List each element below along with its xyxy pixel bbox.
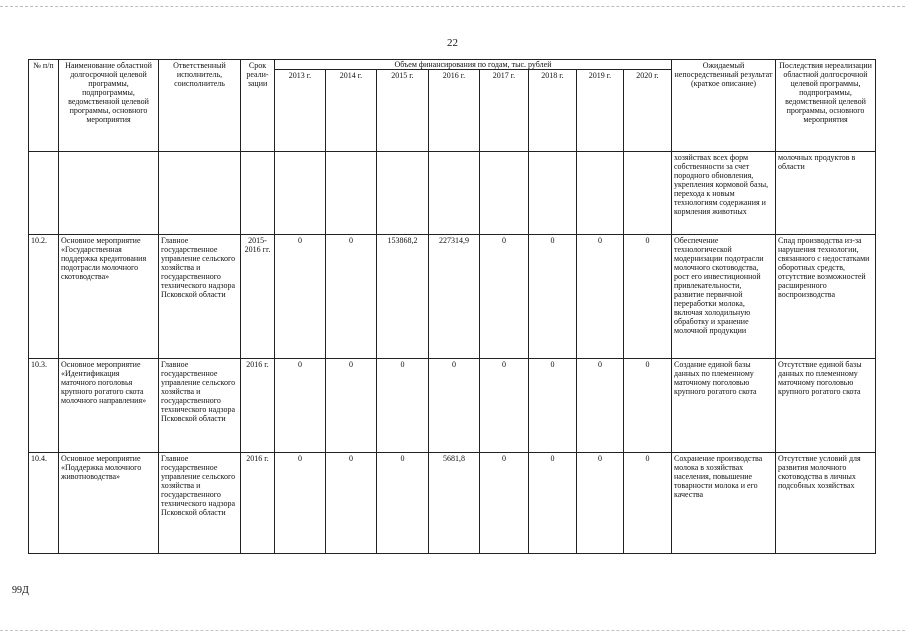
header-responsible: Ответственный исполнитель, соисполнитель	[159, 60, 241, 152]
cell-responsible: Главное государственное управление сельского хозяйства и государственного технического надзора Псковской области	[159, 359, 241, 453]
header-year: 2019 г.	[577, 70, 624, 152]
cell-value: 0	[275, 359, 326, 453]
cell-empty	[59, 152, 159, 235]
scan-edge-top	[0, 6, 905, 7]
cell-value: 0	[577, 359, 624, 453]
cell-num: 10.2.	[29, 235, 59, 359]
cell-empty	[241, 152, 275, 235]
cell-empty	[480, 152, 529, 235]
cell-empty	[275, 152, 326, 235]
cell-consequences: молочных продуктов в области	[776, 152, 876, 235]
document-code: 99Д	[12, 585, 29, 596]
cell-value: 0	[480, 359, 529, 453]
cell-value: 0	[377, 453, 429, 554]
cell-empty	[577, 152, 624, 235]
table-row-continuation	[29, 152, 876, 235]
header-row	[29, 60, 876, 70]
cell-value: 0	[326, 235, 377, 359]
header-year: 2020 г.	[624, 70, 672, 152]
cell-name: Основное мероприятие «Поддержка молочного животноводства»	[59, 453, 159, 554]
cell-consequences: Спад производства из-за нарушения технологии, связанного с недостатками оборотных средств, отсутствие возможностей расширенного воспроизводства	[776, 235, 876, 359]
header-period: Срок реали-зации	[241, 60, 275, 152]
header-year: 2014 г.	[326, 70, 377, 152]
cell-expected: хозяйствах всех форм собственности за счет породного обновления, укрепления кормовой базы, перехода к новым технологиям содержания и кормления животных	[672, 152, 776, 235]
cell-value: 227314,9	[429, 235, 480, 359]
cell-value: 153868,2	[377, 235, 429, 359]
cell-empty	[326, 152, 377, 235]
cell-num: 10.4.	[29, 453, 59, 554]
header-name: Наименование областной долгосрочной целевой программы, подпрограммы, ведомственной целевой программы, основного мероприятия	[59, 60, 159, 152]
cell-value: 0	[326, 359, 377, 453]
cell-empty	[377, 152, 429, 235]
cell-value: 0	[624, 359, 672, 453]
cell-period: 2016 г.	[241, 453, 275, 554]
cell-value: 0	[275, 235, 326, 359]
header-year: 2018 г.	[529, 70, 577, 152]
cell-responsible: Главное государственное управление сельского хозяйства и государственного технического надзора Псковской области	[159, 453, 241, 554]
program-table	[28, 59, 876, 554]
cell-empty	[29, 152, 59, 235]
cell-value: 0	[529, 359, 577, 453]
cell-value: 5681,8	[429, 453, 480, 554]
cell-consequences: Отсутствие единой базы данных по племенному маточному поголовью крупного рогатого скота	[776, 359, 876, 453]
cell-expected: Создание единой базы данных по племенному маточному поголовью крупного рогатого скота	[672, 359, 776, 453]
cell-period: 2015-2016 гг.	[241, 235, 275, 359]
cell-expected: Обеспечение технологической модернизации подотрасли молочного скотоводства, рост его инвестиционной привлекательности, развитие первичной переработки молока, включая холодильную обработку и хранение молочной продукции	[672, 235, 776, 359]
cell-value: 0	[577, 235, 624, 359]
cell-value: 0	[624, 453, 672, 554]
table-row	[29, 453, 876, 554]
cell-empty	[624, 152, 672, 235]
cell-responsible: Главное государственное управление сельского хозяйства и государственного технического надзора Псковской области	[159, 235, 241, 359]
cell-value: 0	[480, 235, 529, 359]
header-financing: Объем финансирования по годам, тыс. рублей	[275, 60, 672, 70]
cell-value: 0	[529, 453, 577, 554]
cell-empty	[159, 152, 241, 235]
cell-value: 0	[275, 453, 326, 554]
cell-value: 0	[326, 453, 377, 554]
cell-name: Основное мероприятие «Государственная поддержка кредитования подотрасли молочного скотоводства»	[59, 235, 159, 359]
cell-num: 10.3.	[29, 359, 59, 453]
cell-value: 0	[577, 453, 624, 554]
cell-period: 2016 г.	[241, 359, 275, 453]
header-num: № п/п	[29, 60, 59, 152]
cell-consequences: Отсутствие условий для развития молочного скотоводства в личных подсобных хозяйствах	[776, 453, 876, 554]
cell-value: 0	[529, 235, 577, 359]
cell-empty	[429, 152, 480, 235]
cell-empty	[529, 152, 577, 235]
cell-name: Основное мероприятие «Идентификация маточного поголовья крупного рогатого скота молочного направления»	[59, 359, 159, 453]
table-row	[29, 359, 876, 453]
page-number: 22	[447, 37, 458, 49]
header-expected: Ожидаемый непосредственный результат (краткое описание)	[672, 60, 776, 152]
header-year: 2017 г.	[480, 70, 529, 152]
cell-value: 0	[480, 453, 529, 554]
header-year: 2016 г.	[429, 70, 480, 152]
header-consequences: Последствия нереализации областной долгосрочной целевой программы, подпрограммы, ведомственной целевой программы, основного мероприятия	[776, 60, 876, 152]
header-year: 2015 г.	[377, 70, 429, 152]
header-year: 2013 г.	[275, 70, 326, 152]
cell-expected: Сохранение производства молока в хозяйствах населения, повышение товарности молока и его качества	[672, 453, 776, 554]
scan-edge-bottom	[0, 630, 905, 631]
cell-value: 0	[624, 235, 672, 359]
cell-value: 0	[429, 359, 480, 453]
table-row	[29, 235, 876, 359]
cell-value: 0	[377, 359, 429, 453]
